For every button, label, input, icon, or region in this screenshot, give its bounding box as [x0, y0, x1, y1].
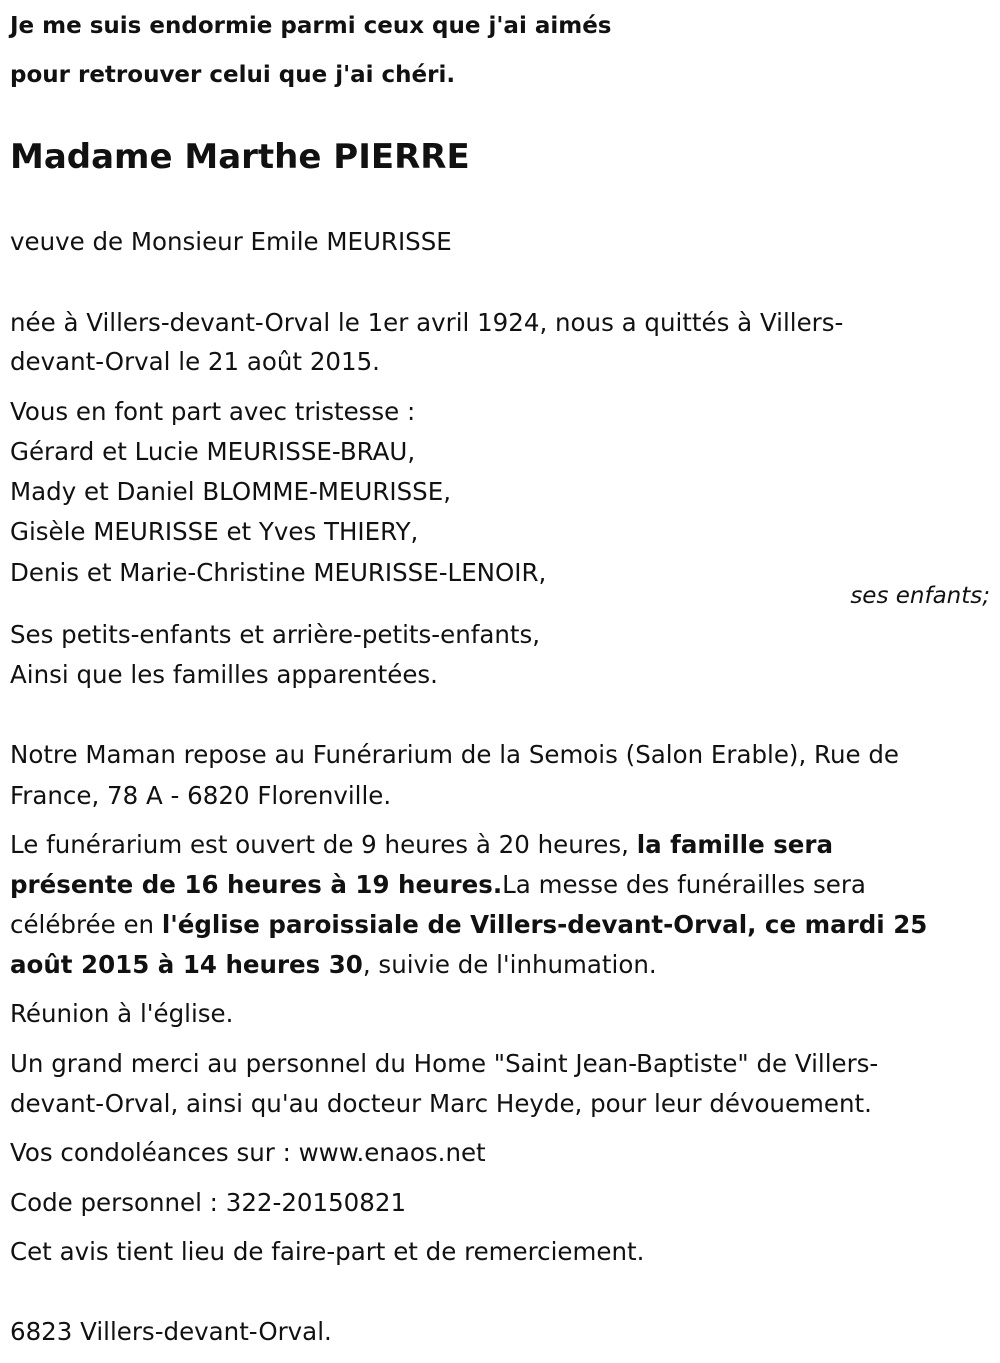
- schedule-highlight: l'église paroissiale de Villers-devant-Orval, ce mardi 25: [161, 910, 928, 939]
- schedule-text: célébrée en: [10, 910, 162, 939]
- notice-line: Cet avis tient lieu de faire-part et de remerciement.: [10, 1237, 645, 1266]
- address-line: 6823 Villers-devant-Orval.: [10, 1317, 332, 1346]
- thanks-line-1: Un grand merci au personnel du Home "Saint Jean-Baptiste" de Villers-: [10, 1049, 879, 1078]
- birth-line-1: née à Villers-devant-Orval le 1er avril 1924, nous a quittés à Villers-: [10, 308, 844, 337]
- birth-line-2: devant-Orval le 21 août 2015.: [10, 347, 380, 376]
- children-label: ses enfants;: [850, 583, 990, 609]
- schedule-highlight: août 2015 à 14 heures 30: [10, 950, 363, 979]
- schedule-line-3: [10, 905, 927, 945]
- schedule-text: Le funérarium est ouvert de 9 heures à 20 heures,: [10, 830, 637, 859]
- meeting-line: Réunion à l'église.: [10, 999, 234, 1028]
- funeral-home-line-2: France, 78 A - 6820 Florenville.: [10, 781, 392, 810]
- condolences-line: Vos condoléances sur : www.enaos.net: [10, 1138, 486, 1167]
- child-3: Gisèle MEURISSE et Yves THIERY,: [10, 517, 419, 546]
- child-2: Mady et Daniel BLOMME-MEURISSE,: [10, 477, 451, 506]
- schedule-highlight: la famille sera: [636, 830, 834, 859]
- announce-intro: Vous en font part avec tristesse :: [10, 397, 416, 426]
- verse-line-1: Je me suis endormie parmi ceux que j'ai aimés: [10, 13, 612, 39]
- personal-code-line: Code personnel : 322-20150821: [10, 1188, 407, 1217]
- funeral-home-line-1: Notre Maman repose au Funérarium de la Semois (Salon Erable), Rue de: [10, 740, 899, 769]
- spouse-line: veuve de Monsieur Emile MEURISSE: [10, 227, 452, 256]
- schedule-text: , suivie de l'inhumation.: [362, 950, 657, 979]
- child-1: Gérard et Lucie MEURISSE-BRAU,: [10, 437, 416, 466]
- schedule-line-4: [10, 945, 657, 985]
- schedule-highlight: présente de 16 heures à 19 heures.: [10, 870, 503, 899]
- schedule-text: La messe des funérailles sera: [502, 870, 866, 899]
- deceased-name: Madame Marthe PIERRE: [10, 137, 470, 177]
- grandchildren-line: Ses petits-enfants et arrière-petits-enfants,: [10, 620, 541, 649]
- schedule-line-1: [10, 825, 833, 865]
- child-4: Denis et Marie-Christine MEURISSE-LENOIR,: [10, 558, 547, 587]
- schedule-line-2: [10, 865, 866, 905]
- families-line: Ainsi que les familles apparentées.: [10, 660, 438, 689]
- thanks-line-2: devant-Orval, ainsi qu'au docteur Marc Heyde, pour leur dévouement.: [10, 1089, 872, 1118]
- verse-line-2: pour retrouver celui que j'ai chéri.: [10, 62, 456, 88]
